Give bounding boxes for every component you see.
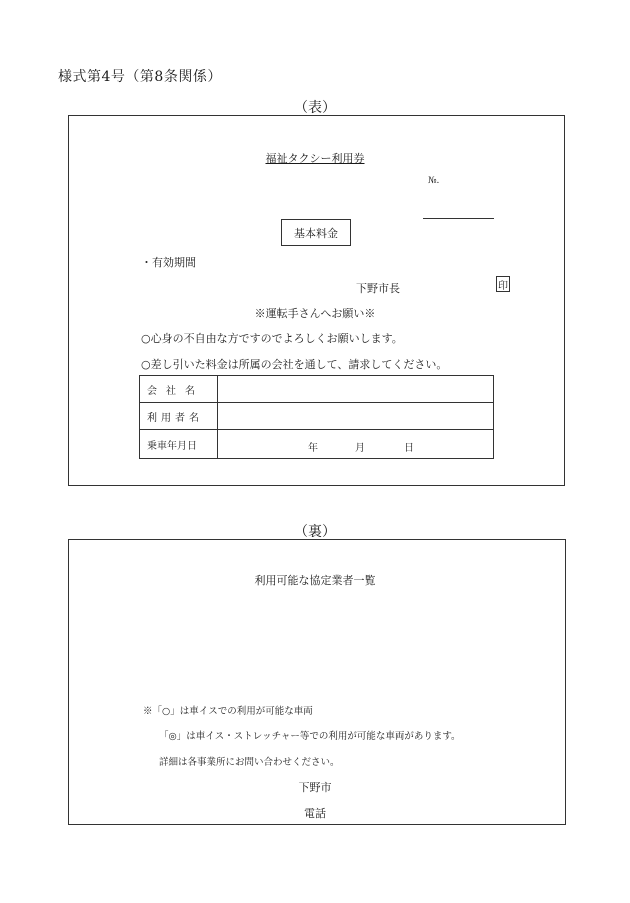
company-name-label: 会社名 (140, 376, 218, 403)
phone-label: 電話 (304, 807, 326, 820)
notice-item: ○差し引いた料金は所属の会社を通して、請求してください。 (141, 358, 448, 371)
inquiry-note: 詳細は各事業所にお問い合わせください。 (159, 757, 340, 768)
user-name-field[interactable] (218, 403, 494, 430)
stretcher-note: 「◎」は車イス・ストレッチャー等での利用が可能な車両があります。 (159, 731, 461, 742)
front-side-label: （表） (294, 100, 336, 116)
driver-request-heading: ※運転手さんへお願い※ (254, 307, 376, 320)
year-label: 年 (308, 443, 318, 454)
issuer-label: 下野市長 (356, 282, 400, 295)
ticket-title: 福祉タクシー利用券 (265, 152, 365, 165)
city-name: 下野市 (298, 781, 332, 794)
back-side-label: （裏） (294, 524, 336, 540)
table-row (140, 376, 494, 403)
day-label: 日 (404, 443, 414, 454)
company-name-field[interactable] (218, 376, 494, 403)
base-fare-box: 基本料金 (281, 219, 351, 246)
ride-date-label: 乗車年月日 (140, 430, 218, 459)
ride-date-field[interactable] (218, 430, 494, 459)
serial-number-line (423, 218, 494, 219)
partner-list-title: 利用可能な協定業者一覧 (254, 574, 376, 587)
ride-info-table (139, 375, 494, 459)
serial-number-label: №. (428, 176, 440, 186)
official-seal-mark: 印 (496, 276, 510, 292)
table-row (140, 403, 494, 430)
notice-item: ○心身の不自由な方ですのでよろしくお願いします。 (141, 332, 403, 345)
table-row (140, 430, 494, 459)
validity-period-label: ・有効期間 (141, 256, 196, 269)
wheelchair-note: ※「○」は車イスでの利用が可能な車両 (143, 706, 313, 717)
month-label: 月 (355, 443, 365, 454)
form-number-label: 様式第4号（第8条関係） (58, 69, 222, 85)
user-name-label: 利用者名 (140, 403, 218, 430)
